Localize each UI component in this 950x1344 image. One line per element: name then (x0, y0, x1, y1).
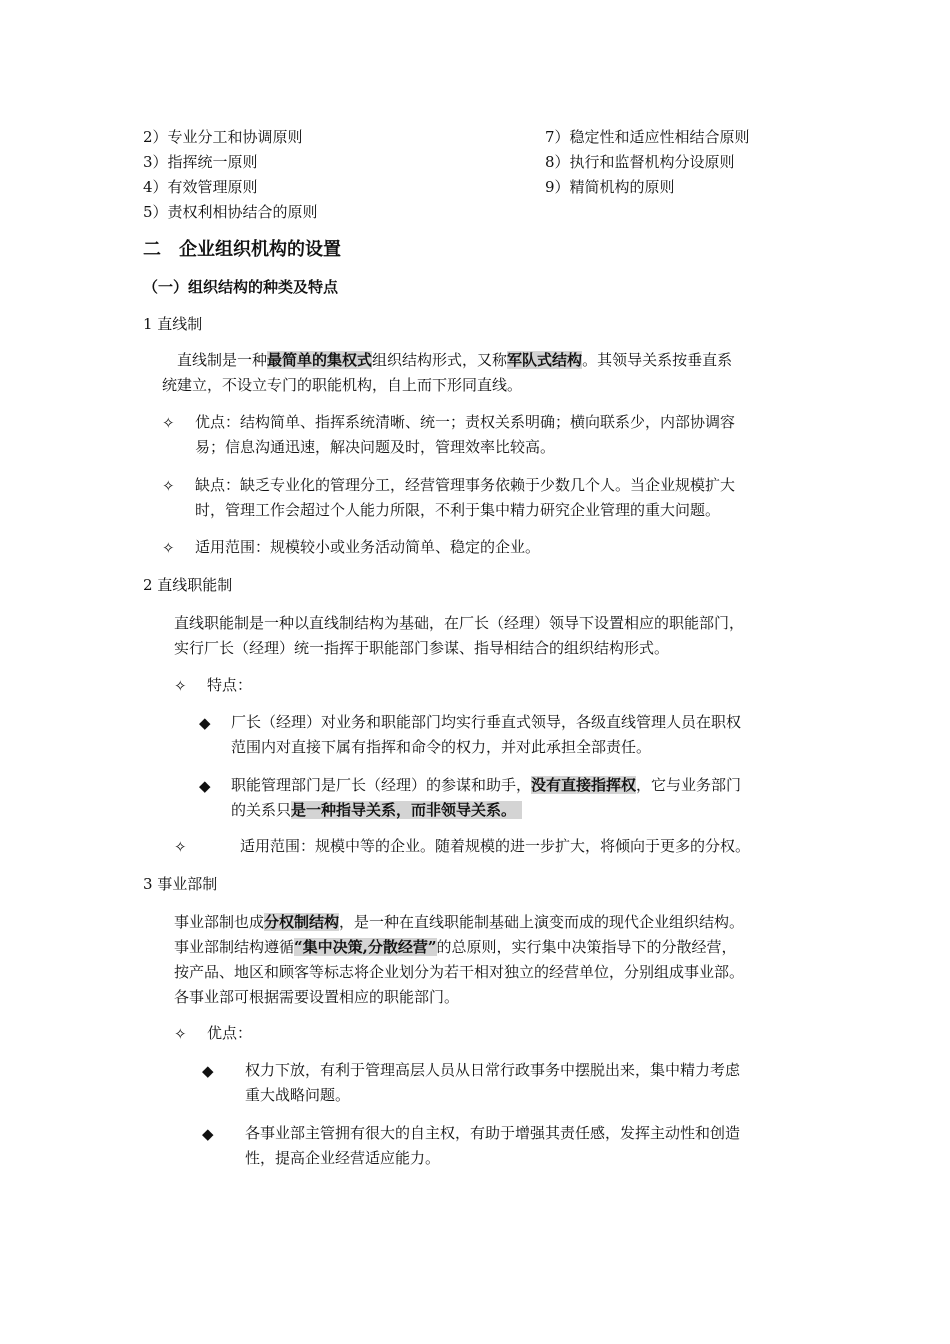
heading-divisional: 3 事业部制 (143, 875, 218, 893)
principle-item: 8）执行和监督机构分设原则 (545, 153, 735, 171)
highlight-text: 分权制结构 (264, 913, 340, 931)
text: ，它与业务部门 (636, 776, 742, 794)
scope-text: 适用范围：规模较小或业务活动简单、稳定的企业。 (195, 538, 541, 556)
advantage-text: 各事业部主管拥有很大的自主权，有助于增强其责任感，发挥主动性和创造 (245, 1124, 741, 1142)
star-bullet-icon: ✧ (174, 1025, 187, 1043)
paragraph: 各事业部可根据需要设置相应的职能部门。 (174, 988, 460, 1006)
star-bullet-icon: ✧ (162, 477, 175, 495)
text: ，是一种在直线职能制基础上演变而成的现代企业组织结构。 (339, 913, 745, 931)
diamond-bullet-icon: ◆ (202, 1062, 214, 1080)
advantage-text: 性，提高企业经营适应能力。 (245, 1149, 441, 1167)
feature-label: 特点： (207, 676, 253, 694)
star-bullet-icon: ✧ (174, 677, 187, 695)
star-bullet-icon: ✧ (162, 539, 175, 557)
scope-text: 适用范围：规模中等的企业。随着规模的进一步扩大，将倾向于更多的分权。 (240, 837, 751, 855)
highlight-text: 军队式结构 (507, 351, 583, 369)
disadvantages-text: 时，管理工作会超过个人能力所限，不利于集中精力研究企业管理的重大问题。 (195, 501, 721, 519)
highlight-text: “集中决策,分散经营” (294, 938, 437, 956)
feature-text (231, 773, 741, 798)
text: 职能管理部门是厂长（经理）的参谋和助手， (231, 776, 532, 794)
feature-text: 厂长（经理）对业务和职能部门均实行垂直式领导，各级直线管理人员在职权 (231, 713, 742, 731)
paragraph: 实行厂长（经理）统一指挥于职能部门参谋、指导相结合的组织结构形式。 (174, 639, 670, 657)
paragraph: 按产品、地区和顾客等标志将企业划分为若干相对独立的经营单位，分别组成事业部。 (174, 963, 745, 981)
paragraph (174, 910, 744, 935)
principle-item: 3）指挥统一原则 (143, 153, 258, 171)
paragraph: 直线职能制是一种以直线制结构为基础，在厂长（经理）领导下设置相应的职能部门， (174, 614, 745, 632)
principle-item: 5）责权利相协结合的原则 (143, 203, 318, 221)
text: 组织结构形式，又称 (372, 351, 508, 369)
diamond-bullet-icon: ◆ (199, 714, 211, 732)
heading-line-system: 1 直线制 (143, 315, 203, 333)
paragraph (177, 348, 732, 373)
heading-line-functional: 2 直线职能制 (143, 576, 233, 594)
highlight-text: 最简单的集权式 (267, 351, 373, 369)
principle-item: 4）有效管理原则 (143, 178, 258, 196)
advantages-label: 优点： (207, 1024, 253, 1042)
feature-text (231, 798, 522, 823)
text: 的总原则，实行集中决策指导下的分散经营， (436, 938, 737, 956)
advantages-text: 易；信息沟通迅速，解决问题及时，管理效率比较高。 (195, 438, 556, 456)
diamond-bullet-icon: ◆ (199, 777, 211, 795)
paragraph: 统建立，不设立专门的职能机构，自上而下形同直线。 (162, 376, 523, 394)
subsection-title: （一）组织结构的种类及特点 (143, 278, 339, 296)
highlight-text: 是一种指导关系，而非领导关系。 (291, 801, 522, 819)
text: 的关系只 (231, 801, 292, 819)
principle-item: 7）稳定性和适应性相结合原则 (545, 128, 750, 146)
principle-item: 2）专业分工和协调原则 (143, 128, 303, 146)
text: 直线制是一种 (177, 351, 268, 369)
advantage-text: 权力下放，有利于管理高层人员从日常行政事务中摆脱出来，集中精力考虑 (245, 1061, 741, 1079)
diamond-bullet-icon: ◆ (202, 1125, 214, 1143)
text: 。其领导关系按垂直系 (582, 351, 733, 369)
principle-item: 9）精简机构的原则 (545, 178, 675, 196)
disadvantages-text: 缺点：缺乏专业化的管理分工，经营管理事务依赖于少数几个人。当企业规模扩大 (195, 476, 736, 494)
text: 事业部制结构遵循 (174, 938, 295, 956)
paragraph (174, 935, 737, 960)
star-bullet-icon: ✧ (162, 414, 175, 432)
advantages-text: 优点：结构简单、指挥系统清晰、统一；责权关系明确；横向联系少，内部协调容 (195, 413, 736, 431)
feature-text: 范围内对直接下属有指挥和命令的权力，并对此承担全部责任。 (231, 738, 652, 756)
advantage-text: 重大战略问题。 (245, 1086, 351, 1104)
highlight-text: 没有直接指挥权 (531, 776, 637, 794)
text: 事业部制也成 (174, 913, 265, 931)
section-title: 二 企业组织机构的设置 (143, 239, 341, 260)
star-bullet-icon: ✧ (174, 838, 187, 856)
